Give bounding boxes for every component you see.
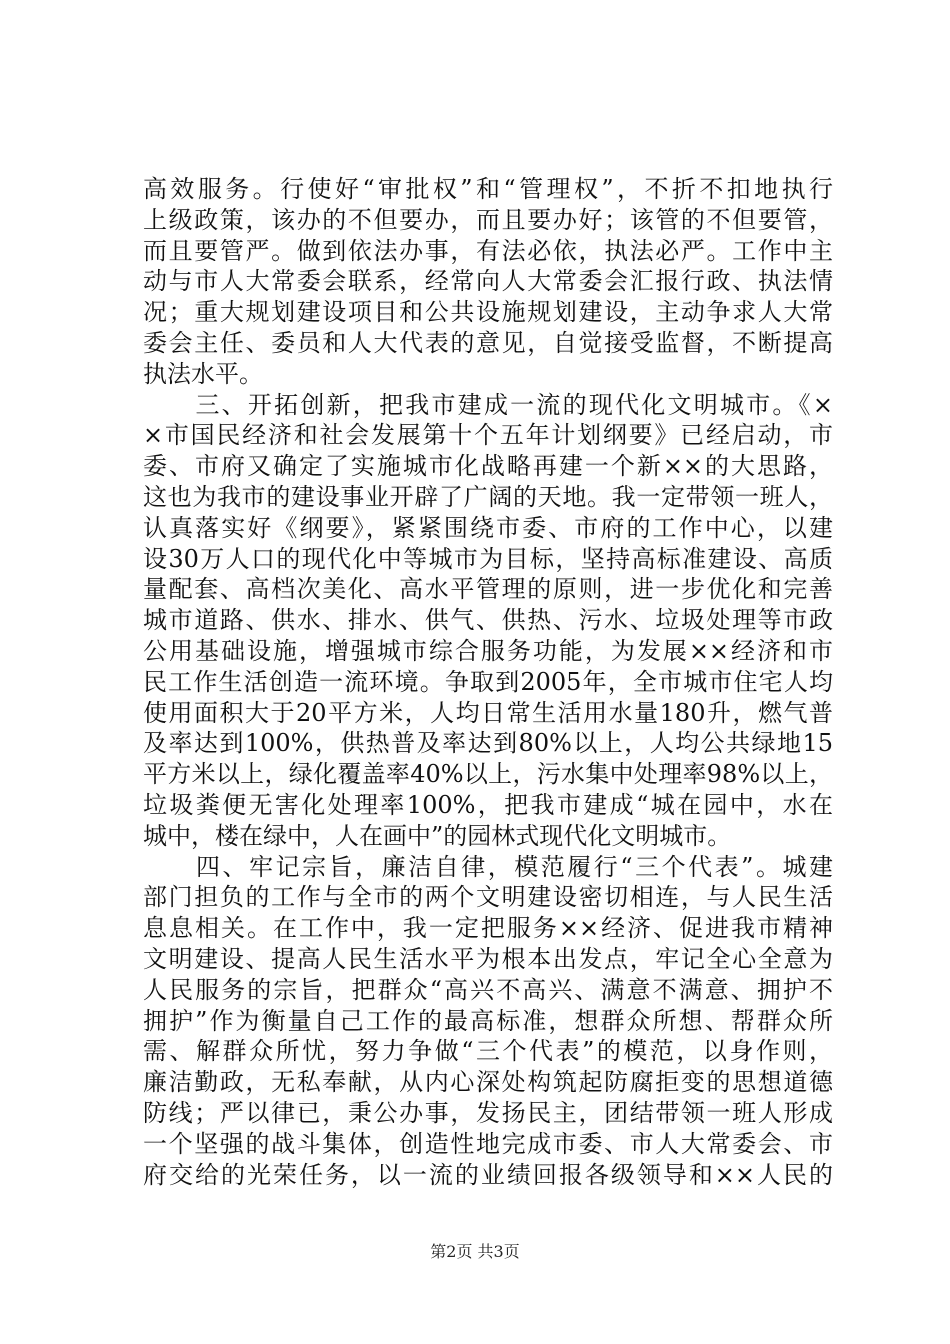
text-line: 委会主任、委员和人大代表的意见，自觉接受监督，不断提高 [143,328,833,357]
text-line: 民工作生活创造一流环境。争取到2005年，全市城市住宅人均 [143,667,833,696]
document-body [143,174,833,1190]
text-line: 高效服务。行使好“审批权”和“管理权”，不折不扣地执行 [143,175,833,203]
text-line: 使用面积大于20平方米，人均日常生活用水量180升，燃气普 [143,698,833,727]
text-line: 拥护”作为衡量自己工作的最高标准，想群众所想、帮群众所 [143,1006,833,1035]
text-line: 城中，楼在绿中，人在画中”的园林式现代化文明城市。 [143,821,732,850]
text-line: 人民服务的宗旨，把群众“高兴不高兴、满意不满意、拥护不 [143,975,833,1004]
text-line: 垃圾粪便无害化处理率100%，把我市建成“城在园中，水在 [143,790,833,819]
text-line: 量配套、高档次美化、高水平管理的原则，进一步优化和完善 [143,575,833,604]
text-line: 平方米以上，绿化覆盖率40%以上，污水集中处理率98%以上， [143,760,833,789]
text-line: 公用基础设施，增强城市综合服务功能，为发展××经济和市 [143,636,833,665]
text-line: 四、牢记宗旨，廉洁自律，模范履行“三个代表”。城建 [143,852,833,881]
text-line: 一个坚强的战斗集体，创造性地完成市委、市人大常委会、市 [143,1129,833,1158]
text-line: 部门担负的工作与全市的两个文明建设密切相连，与人民生活 [143,883,833,912]
text-line: 需、解群众所忧，努力争做“三个代表”的模范，以身作则， [143,1037,833,1066]
page-footer: 第2页 共3页 [430,1242,520,1261]
text-line: 防线；严以律已，秉公办事，发扬民主，团结带领一班人形成 [143,1098,833,1127]
text-line: 上级政策，该办的不但要办，而且要办好；该管的不但要管， [143,205,833,234]
text-line: 廉洁勤政，无私奉献，从内心深处构筑起防腐拒变的思想道德 [143,1068,833,1097]
text-line: 文明建设、提高人民生活水平为根本出发点，牢记全心全意为 [143,944,833,973]
text-line: 执法水平。 [143,359,263,388]
text-line: 三、开拓创新，把我市建成一流的现代化文明城市。《× [143,390,833,419]
text-line: 及率达到100%，供热普及率达到80%以上，人均公共绿地15 [143,729,833,758]
text-line: 息息相关。在工作中，我一定把服务××经济、促进我市精神 [143,914,833,943]
text-line: 府交给的光荣任务，以一流的业绩回报各级领导和××人民的 [143,1160,833,1189]
text-line: 委、市府又确定了实施城市化战略再建一个新××的大思路， [143,452,833,481]
text-line: 而且要管严。做到依法办事，有法必依，执法必严。工作中主 [143,236,833,265]
text-line: 城市道路、供水、排水、供气、供热、污水、垃圾处理等市政 [143,606,833,635]
text-line: 这也为我市的建设事业开辟了广阔的天地。我一定带领一班人， [143,482,833,511]
text-line: ×市国民经济和社会发展第十个五年计划纲要》已经启动，市 [143,421,833,450]
text-line: 设30万人口的现代化中等城市为目标，坚持高标准建设、高质 [143,544,833,573]
text-line: 认真落实好《纲要》，紧紧围绕市委、市府的工作中心，以建 [143,513,833,542]
text-line: 动与市人大常委会联系，经常向人大常委会汇报行政、执法情 [143,267,833,296]
text-line: 况；重大规划建设项目和公共设施规划建设，主动争求人大常 [143,298,833,327]
